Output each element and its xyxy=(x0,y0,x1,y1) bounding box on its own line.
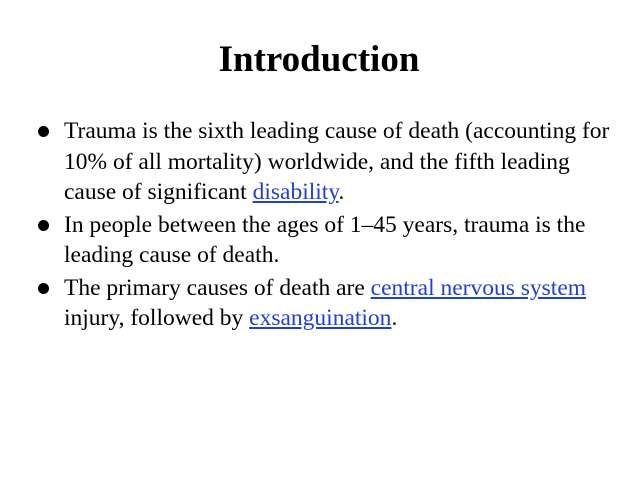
bullet-item-primary-causes xyxy=(38,273,618,334)
bullet-dot-icon xyxy=(38,283,49,294)
slide-title: Introduction xyxy=(218,39,420,80)
bullet-text-end: . xyxy=(338,179,345,205)
link-central-nervous-system[interactable]: central nervous system xyxy=(370,274,587,301)
bullet-item-age-group xyxy=(38,210,618,271)
bullet-dot-icon xyxy=(38,220,49,231)
bullet-text: In people between the ages of 1–45 years, trauma is the leading cause of death. xyxy=(64,211,586,268)
bullet-text: The primary causes of death are xyxy=(64,274,371,301)
link-exsanguination[interactable]: exsanguination xyxy=(249,305,392,331)
bullet-dot-icon xyxy=(38,126,49,137)
link-disability[interactable]: disability xyxy=(252,179,339,205)
bullet-text-end: . xyxy=(391,305,398,331)
bullet-text-middle: injury, followed by xyxy=(64,305,250,331)
bullet-text: Trauma is the sixth leading cause of death (accounting for 10% of all mortality) worldwide, and the fifth leading cause of significant xyxy=(64,118,610,205)
bullet-item-trauma-ranking xyxy=(38,116,618,208)
bullet-list xyxy=(38,116,618,336)
